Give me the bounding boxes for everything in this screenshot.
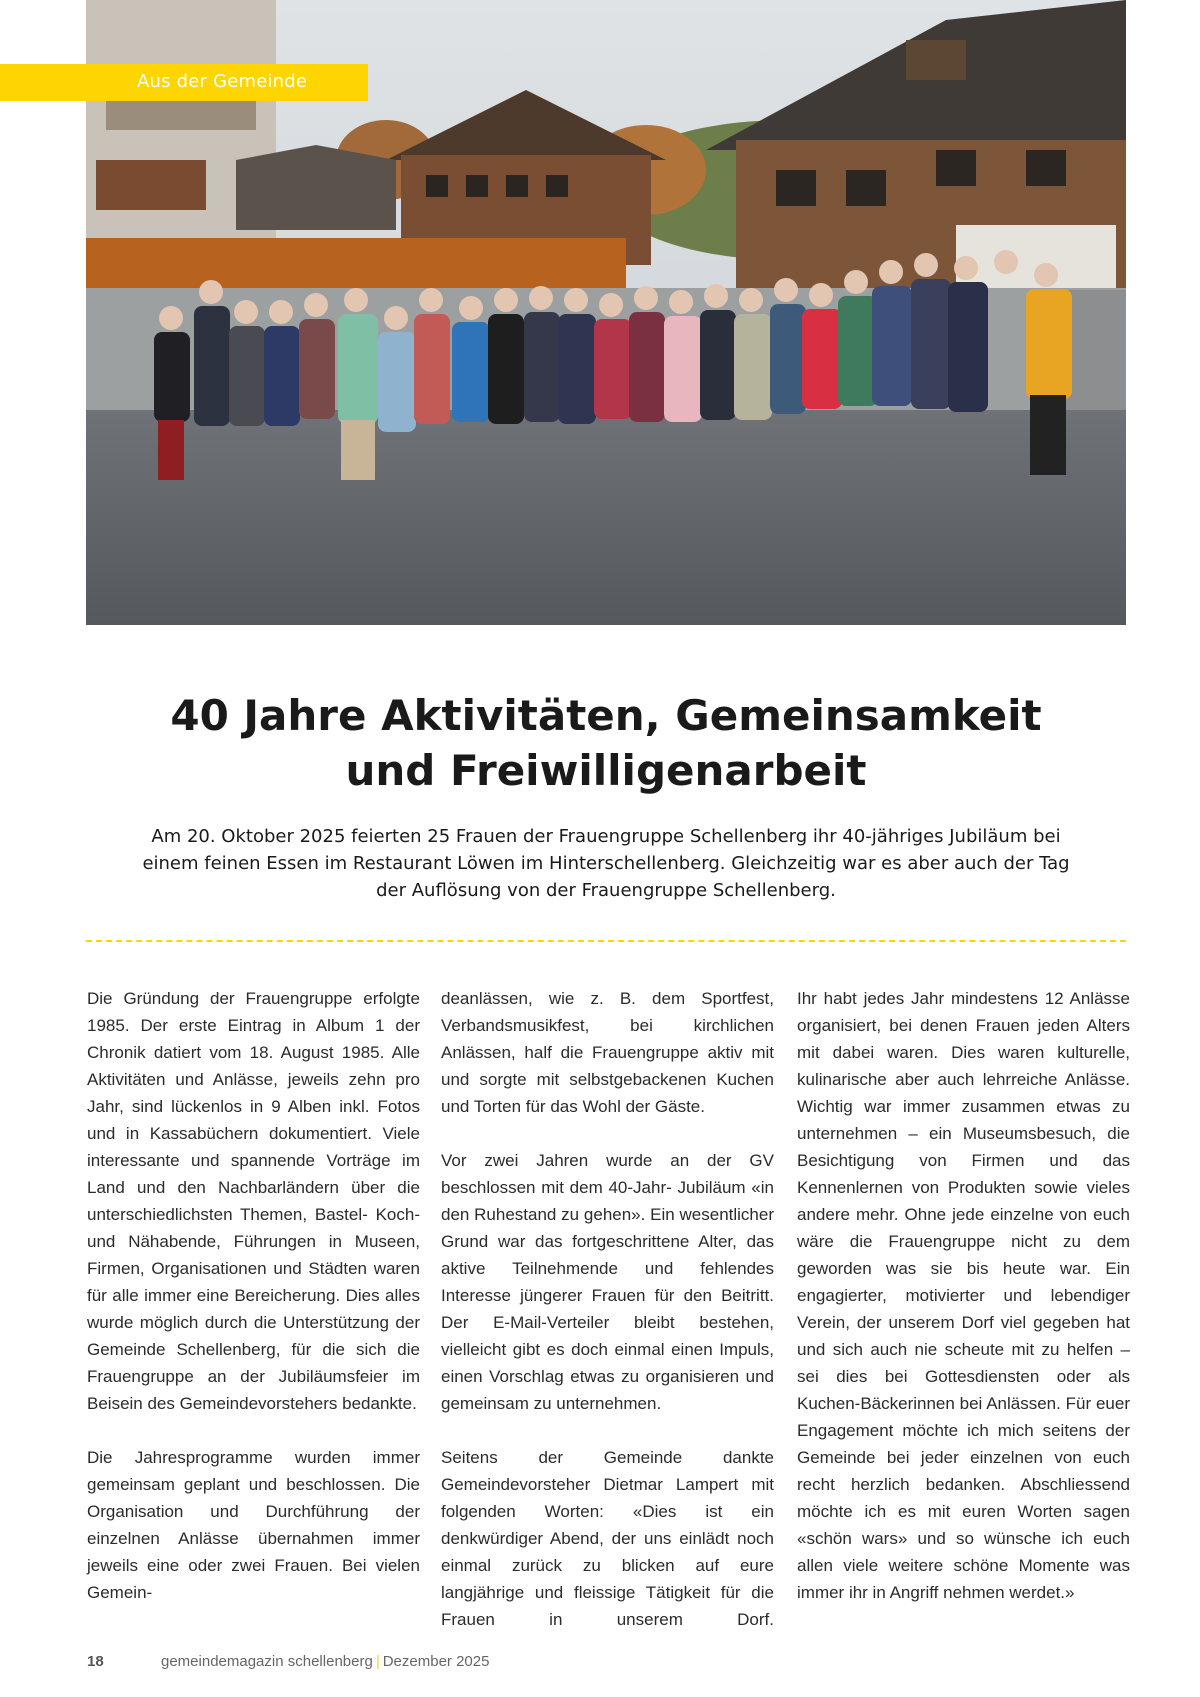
paragraph: deanlässen, wie z. B. dem Sportfest, Verbandsmusikfest, bei kirchlichen Anlässen, half die Frauengruppe aktiv mit und sorgte mit selbstgebackenen Kuchen und Torten für das Wohl der Gäste. — [441, 989, 774, 1116]
paragraph: Seitens der Gemeinde dankte Gemeindevorsteher Dietmar Lampert mit folgenden Worten: «Dies ist ein denkwürdiger Abend, der uns einlädt noch einmal zurück zu blicken auf eure langjährige und fleissige Tätigkeit für die Frauen in unserem Dorf. — [441, 1448, 774, 1629]
body-column-2 — [441, 985, 774, 1633]
publication-name: gemeindemagazin schellenberg — [161, 1653, 373, 1670]
dashed-divider — [86, 940, 1126, 942]
issue-date: Dezember 2025 — [382, 1653, 490, 1670]
article-title-line-1: 40 Jahre Aktivitäten, Gemeinsamkeit — [170, 691, 1042, 740]
footer-publication-line — [161, 1653, 489, 1670]
article-title — [120, 688, 1092, 798]
paragraph: Die Jahresprogramme wurden immer gemeinsam geplant und beschlossen. Die Organisation und Durchführung der einzelnen Anlässe übernahmen immer jeweils eine oder zwei Frauen. Bei vielen Gemein- — [87, 1448, 420, 1602]
paragraph: Die Gründung der Frauengruppe erfolgte 1985. Der erste Eintrag in Album 1 der Chronik datiert vom 18. August 1985. Alle Aktivitäten und Anlässe, jeweils zehn pro Jahr, sind lückenlos in 9 Alben inkl. Fotos und in Kassabüchern dokumentiert. Viele interessante und spannende Vorträge im Land und den Nachbarländern über die unterschiedlichsten Themen, Bastel- Koch- und Nähabende, Führungen in Museen, Firmen, Organisationen und Städten waren für alle immer eine Bereicherung. Dies alles wurde möglich durch die Unterstützung der Gemeinde Schellenberg, für die sich die Frauengruppe an der Jubiläumsfeier im Beisein des Gemeindevorstehers bedankte. — [87, 989, 420, 1413]
article-title-line-2: und Freiwilligenarbeit — [345, 746, 867, 795]
paragraph: Vor zwei Jahren wurde an der GV beschlossen mit dem 40-Jahr- Jubiläum «in den Ruhestand zu gehen». Ein wesentlicher Grund war das fortgeschrittene Alter, das aktive Teilnehmende und fehlendes Interesse jüngerer Frauen für den Beitritt. Der E-Mail-Verteiler bleibt bestehen, vielleicht gibt es doch einmal einen Impuls, einen Vorschlag etwas zu organisieren und gemeinsam zu unternehmen. — [441, 1151, 774, 1413]
section-tag — [0, 64, 368, 101]
body-column-3 — [797, 985, 1130, 1606]
section-tag-label: Aus der Gemeinde — [137, 71, 308, 92]
paragraph: Ihr habt jedes Jahr mindestens 12 Anlässe organisiert, bei denen Frauen jeden Alters mit dabei waren. Dies waren kulturelle, kulinarische aber auch lehrreiche Anlässe. Wichtig war immer zusammen etwas zu unternehmen – ein Museumsbesuch, die Besichtigung von Firmen und das Kennenlernen von Produkten sowie vieles andere mehr. Ohne jede einzelne von euch wäre die Frauengruppe nicht zu dem geworden was sie bis heute war. Ein engagierter, motivierter und lebendiger Verein, der unserem Dorf viel gegeben hat und sich auch nie scheute mit zu helfen – sei dies bei Gottesdiensten oder als Kuchen-Bäckerinnen bei Anlässen. Für euer Engagement möchte ich mich seitens der Gemeinde bei jeder einzelnen von euch recht herzlich bedanken. Abschliessend möchte ich es mit euren Worten sagen «schön wars» und so wünsche ich euch allen viele weitere schöne Momente was immer ihr in Angriff nehmen werdet.» — [797, 989, 1130, 1602]
page-number: 18 — [87, 1653, 104, 1670]
article-lead: Am 20. Oktober 2025 feierten 25 Frauen der Frauengruppe Schellenberg ihr 40-jähriges Jubiläum bei einem feinen Essen im Restaurant Löwen im Hinterschellenberg. Gleichzeitig war es aber auch der Tag der Auflösung von der Frauengruppe Schellenberg. — [142, 826, 1070, 901]
footer-separator: | — [375, 1653, 380, 1670]
body-column-1 — [87, 985, 420, 1606]
